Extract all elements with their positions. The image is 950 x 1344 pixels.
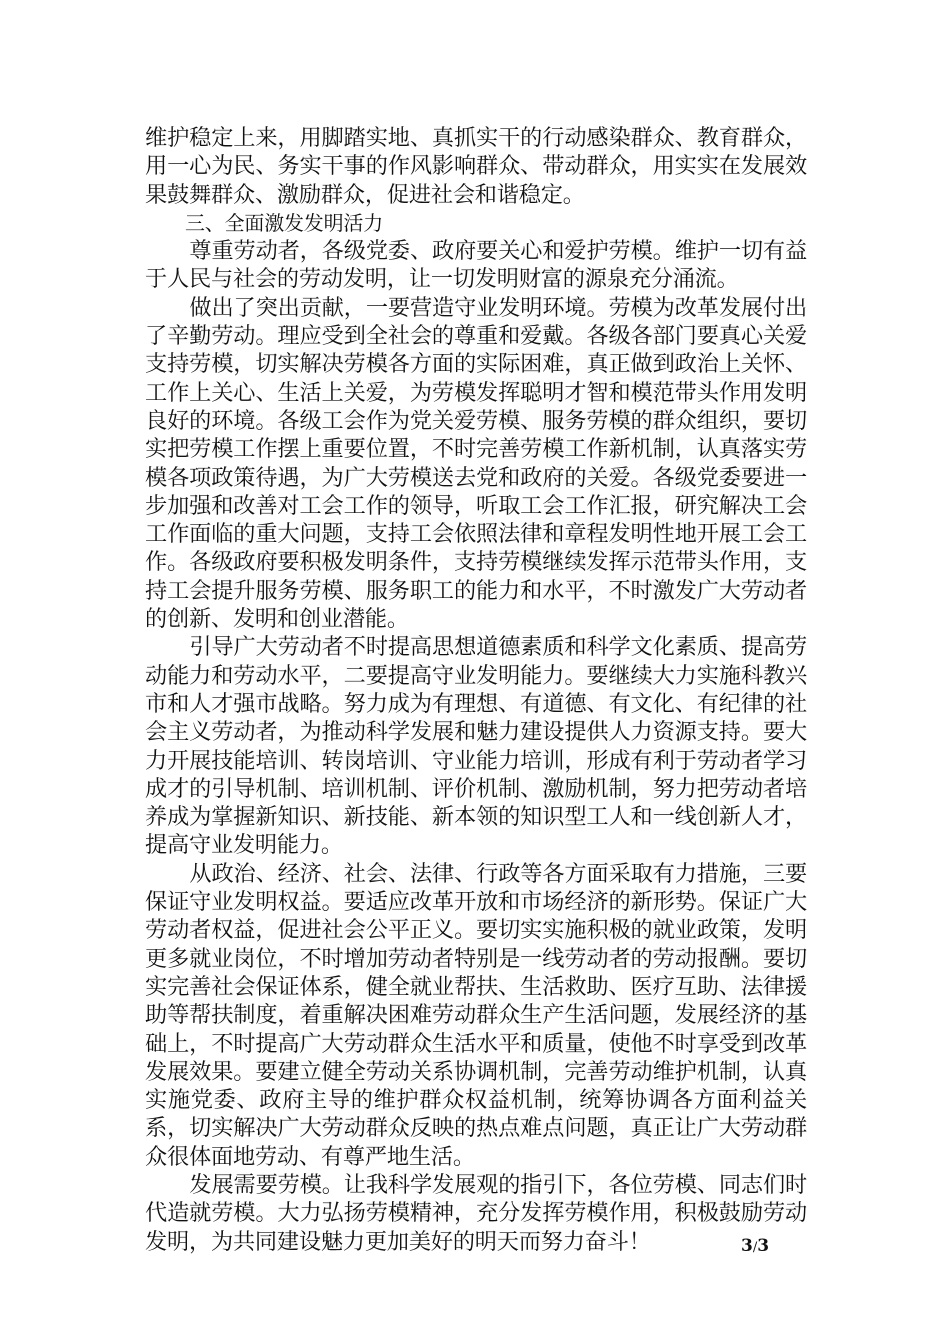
paragraph-5: 从政治、经济、社会、法律、行政等各方面采取有力措施，三要保证守业发明权益。要适应改革开放和市场经济的新形势。保证广大劳动者权益，促进社会公平正义。要切实实施积极的就业政策，发明更多就业岗位，不时增加劳动者特别是一线劳动者的劳动报酬。要切实完善社会保证体系，健全就业帮扶、生活救助、医疗互助、法律援助等帮扶制度，着重解决困难劳动群众生产生活问题，发展经济的基础上，不时提高广大劳动群众生活水平和质量，使他不时享受到改革发展效果。要建立健全劳动关系协调机制，完善劳动维护机制，认真实施党委、政府主导的维护群众权益机制，统筹协调各方面利益关系，切实解决广大劳动群众反映的热点难点问题，真正让广大劳动群众很体面地劳动、有尊严地生活。: [145, 860, 807, 1170]
paragraph-2: 尊重劳动者，各级党委、政府要关心和爱护劳模。维护一切有益于人民与社会的劳动发明，让一切发明财富的源泉充分涌流。: [145, 238, 807, 293]
paragraph-4: 引导广大劳动者不时提高思想道德素质和科学文化素质、提高劳动能力和劳动水平，二要提高守业发明能力。要继续大力实施科教兴市和人才强市战略。努力成为有理想、有道德、有文化、有纪律的社会主义劳动者，为推动科学发展和魅力建设提供人力资源支持。要大力开展技能培训、转岗培训、守业能力培训，形成有利于劳动者学习成才的引导机制、培训机制、评价机制、激励机制，努力把劳动者培养成为掌握新知识、新技能、新本领的知识型工人和一线创新人才，提高守业发明能力。: [145, 634, 807, 859]
page-number: [741, 1236, 769, 1258]
page-separator: /: [752, 1240, 758, 1255]
paragraph-6: 发展需要劳模。让我科学发展观的指引下，各位劳模、同志们时代造就劳模。大力弘扬劳模精神，充分发挥劳模作用，积极鼓励劳动发明，为共同建设魅力更加美好的明天而努力奋斗！: [145, 1171, 807, 1255]
document-body: [145, 124, 807, 1256]
current-page: 3: [741, 1236, 753, 1256]
total-pages: 3: [757, 1236, 770, 1256]
paragraph-1: 维护稳定上来，用脚踏实地、真抓实干的行动感染群众、教育群众，用一心为民、务实干事的作风影响群众、带动群众，用实实在发展效果鼓舞群众、激励群众，促进社会和谐稳定。: [145, 125, 807, 208]
paragraph-3: 做出了突出贡献，一要营造守业发明环境。劳模为改革发展付出了辛勤劳动。理应受到全社会的尊重和爱戴。各级各部门要真心关爱支持劳模，切实解决劳模各方面的实际困难，真正做到政治上关怀、工作上关心、生活上关爱，为劳模发挥聪明才智和模范带头作用发明良好的环境。各级工会作为党关爱劳模、服务劳模的群众组织，要切实把劳模工作摆上重要位置，不时完善劳模工作新机制，认真落实劳模各项政策待遇，为广大劳模送去党和政府的关爱。各级党委要进一步加强和改善对工会工作的领导，听取工会工作汇报，研究解决工会工作面临的重大问题，支持工会依照法律和章程发明性地开展工会工作。各级政府要积极发明条件，支持劳模继续发挥示范带头作用，支持工会提升服务劳模、服务职工的能力和水平，不时激发广大劳动者的创新、发明和创业潜能。: [145, 294, 807, 633]
section-heading: 三、全面激发发明活力: [185, 210, 383, 235]
